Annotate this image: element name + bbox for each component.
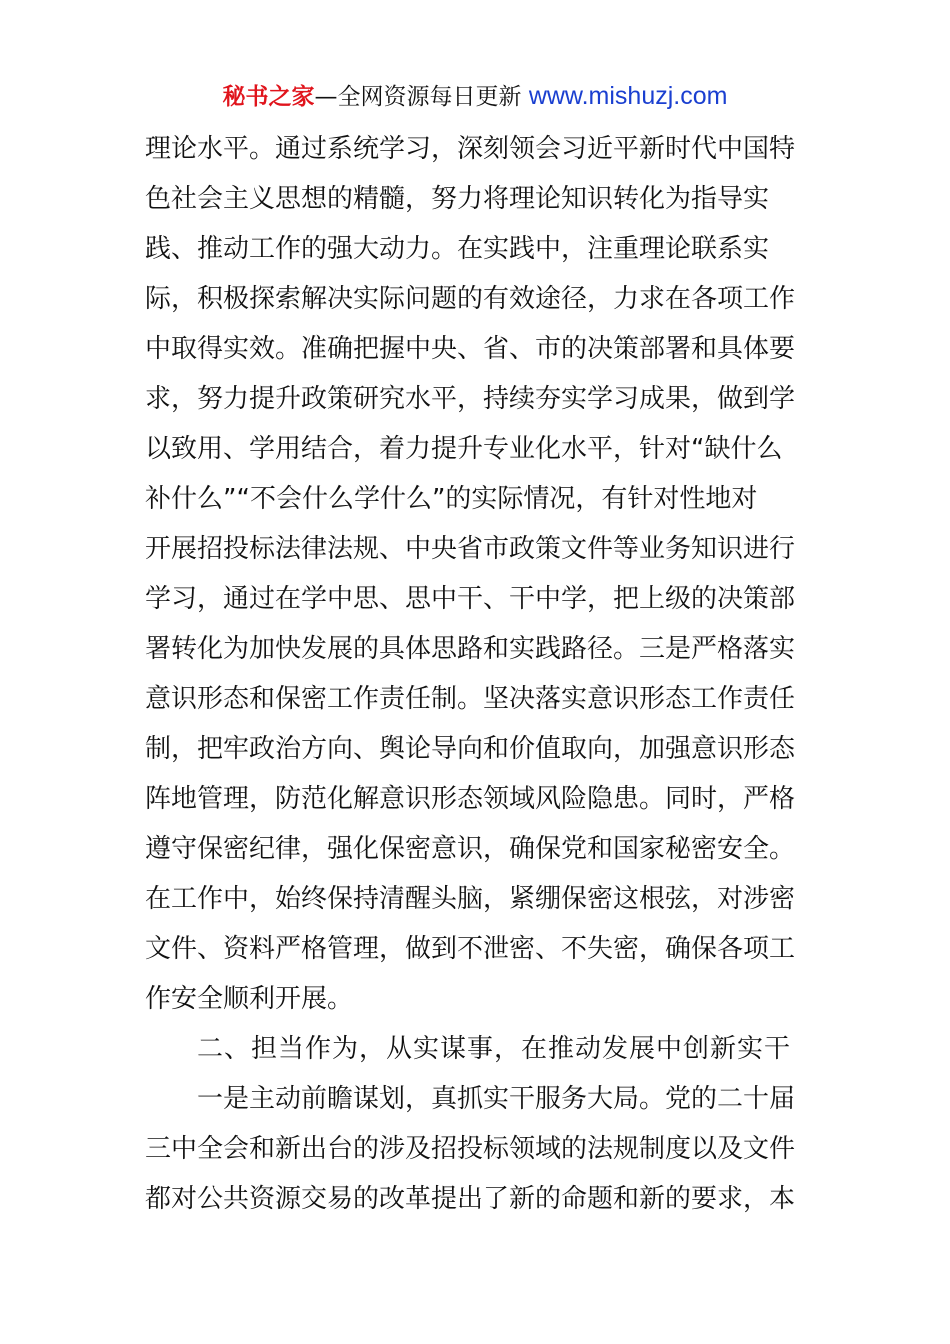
body-line: 际，积极探索解决实际问题的有效途径，力求在各项工作 — [145, 284, 796, 314]
body-line: 制，把牢政治方向、舆论导向和价值取向，加强意识形态 — [145, 734, 796, 764]
body-line: 阵地管理，防范化解意识形态领域风险隐患。同时，严格 — [145, 784, 796, 814]
body-line: 中取得实效。准确把握中央、省、市的决策部署和具体要 — [145, 334, 796, 364]
body-line: 学习，通过在学中思、思中干、干中学，把上级的决策部 — [145, 584, 796, 614]
body-line: 一是主动前瞻谋划，真抓实干服务大局。党的二十届 — [197, 1084, 796, 1114]
body-line: 践、推动工作的强大动力。在实践中，注重理论联系实 — [145, 234, 770, 264]
body-line: 文件、资料严格管理，做到不泄密、不失密，确保各项工 — [145, 934, 796, 964]
body-line: 以致用、学用结合，着力提升专业化水平，针对“缺什么 — [145, 434, 783, 464]
body-line: 理论水平。通过系统学习，深刻领会习近平新时代中国特 — [145, 134, 796, 164]
body-line: 开展招投标法律法规、中央省市政策文件等业务知识进行 — [145, 534, 796, 564]
section-heading: 二、担当作为，从实谋事，在推动发展中创新实干 — [197, 1034, 792, 1064]
body-line: 色社会主义思想的精髓，努力将理论知识转化为指导实 — [145, 184, 770, 214]
page-header — [0, 80, 950, 113]
body-line: 意识形态和保密工作责任制。坚决落实意识形态工作责任 — [145, 684, 796, 714]
document-body — [145, 124, 815, 1224]
site-name: 秘书之家 — [222, 84, 315, 110]
body-line: 补什么”“不会什么学什么”的实际情况，有针对性地对 — [145, 484, 758, 514]
body-line: 求，努力提升政策研究水平，持续夯实学习成果，做到学 — [145, 384, 796, 414]
body-line: 三中全会和新出台的涉及招投标领域的法规制度以及文件 — [145, 1134, 796, 1164]
body-line: 在工作中，始终保持清醒头脑，紧绷保密这根弦，对涉密 — [145, 884, 796, 914]
body-line: 都对公共资源交易的改革提出了新的命题和新的要求，本 — [145, 1184, 796, 1214]
body-line: 遵守保密纪律，强化保密意识，确保党和国家秘密安全。 — [145, 834, 796, 864]
body-line: 作安全顺利开展。 — [145, 984, 354, 1014]
body-line: 署转化为加快发展的具体思路和实践路径。三是严格落实 — [145, 634, 796, 664]
header-url[interactable]: www.mishuzj.com — [528, 82, 728, 110]
header-tagline: —全网资源每日更新 — [314, 84, 522, 110]
